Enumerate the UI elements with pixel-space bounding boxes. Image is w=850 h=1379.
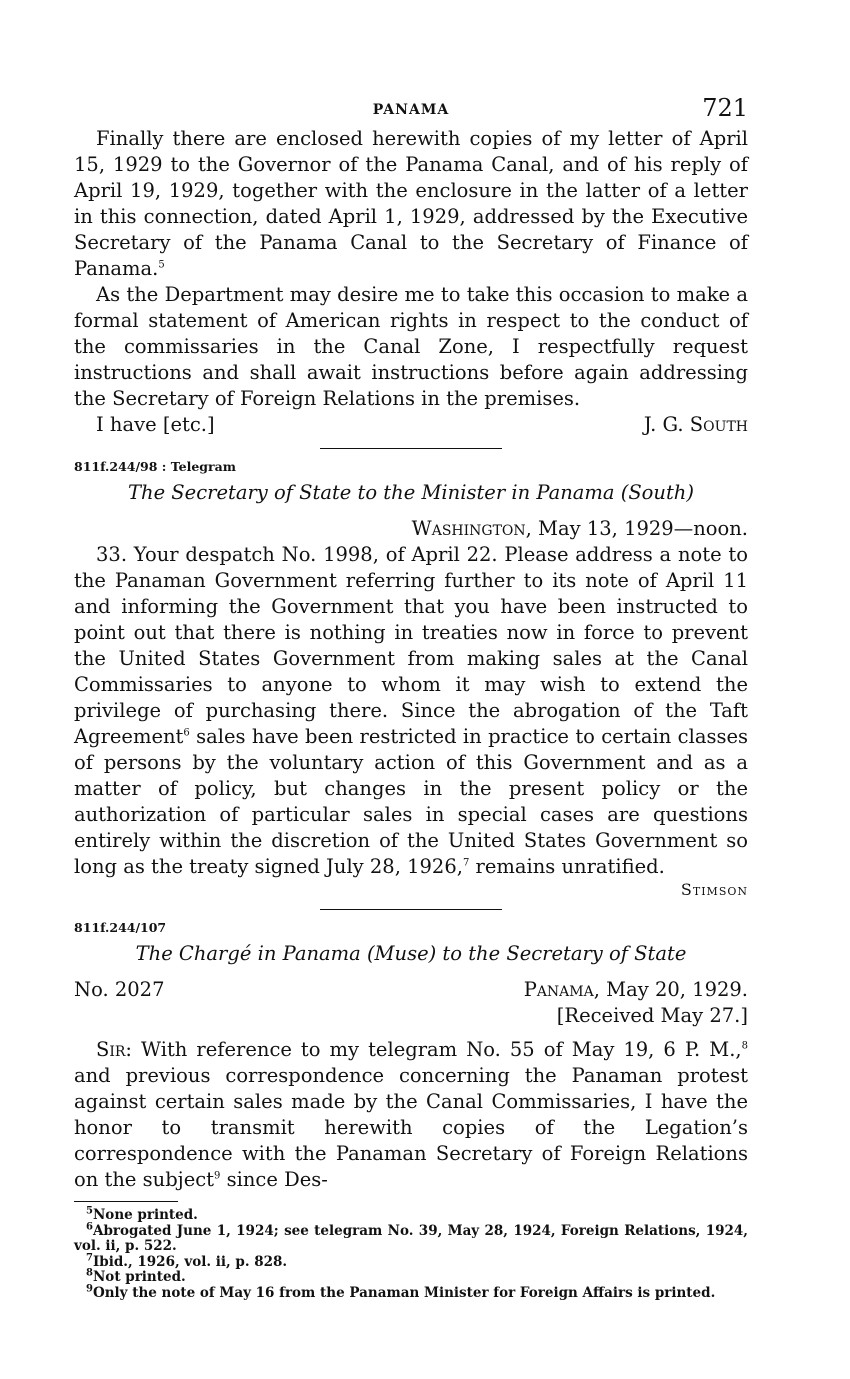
section-divider: [320, 909, 502, 910]
page-number: 721: [702, 94, 748, 122]
footnote: $^5$None printed.: [86, 1205, 198, 1223]
despatch-number-line: [74, 977, 748, 1003]
file-reference: 811f.244/107: [74, 920, 167, 935]
dateline-place: Panama,: [523, 978, 600, 1001]
paragraph: [74, 1037, 748, 1193]
paragraph: [74, 126, 748, 282]
closing-line: [74, 412, 748, 438]
paragraph: As the Department may desire me to take this occasion to make a formal statement of American rights in respect to the conduct of the commissaries in the Canal Zone, I respectfully request instructions and shall await instructions before again addressing the Secretary of Foreign Relations in the premises.: [74, 283, 748, 410]
despatch-body: [74, 1037, 748, 1193]
document-page: [74, 94, 748, 1301]
paragraph-text: Finally there are enclosed herewith copies of my letter of April 15, 1929 to the Governor of the Panama Canal, and of his reply of April 19, 1929, together with the enclosure in the latter of a letter in this connection, dated April 1, 1929, addressed by the Executive Secretary of the Panama Canal to the Secretary of Finance of Panama.: [74, 127, 748, 280]
received-line: [Received May 27.]: [556, 1004, 748, 1027]
footnote: $^9$Only the note of May 16 from the Panaman Minister for Foreign Affairs is printed.: [86, 1283, 716, 1301]
footnote-ref: 9: [214, 1170, 221, 1182]
running-head: [74, 94, 748, 126]
footnote-ref: 5: [158, 259, 165, 271]
dateline: [524, 977, 748, 1003]
paragraph-text: and previous correspondence concerning the Panaman protest against certain sales made by the Canal Commissaries, I have the honor to transmit herewith copies of the Legation’s correspondence with the Panaman Secretary of Foreign Relations on the subject: [74, 1064, 748, 1191]
paragraph-text: 33. Your despatch No. 1998, of April 22. Please address a note to the Panaman Government referring further to its note of April 11 and informing the Government that you have been instructed to point out that there is nothing in treaties now in force to prevent the United States Government from making sales at the Canal Commissaries to anyone to whom it may wish to extend the privilege of purchasing there. Since the abrogation of the Taft Agreement: [74, 543, 748, 748]
dateline-date: May 20, 1929.: [599, 978, 748, 1001]
paragraph-text: since Des-: [220, 1168, 328, 1191]
paragraph-text: remains unratified.: [469, 855, 665, 878]
paragraph-text: sales have been restricted in practice to certain classes of persons by the voluntary action of this Government and as a matter of policy, but changes in the present policy or the authorization of particular sales in special cases are questions entirely within the discretion of the United States Government so long as the treaty signed July 28, 1926,: [74, 725, 748, 878]
paragraph: [74, 542, 748, 880]
closing-phrase: I have [etc.]: [96, 413, 215, 436]
despatch-number: No. 2027: [74, 978, 165, 1001]
footnote-ref: 8: [741, 1040, 748, 1052]
dateline: [74, 516, 748, 542]
salutation: Sir:: [96, 1038, 132, 1061]
document-heading: The Chargé in Panama (Muse) to the Secretary of State: [135, 942, 687, 965]
dateline-place: Washington,: [411, 517, 532, 540]
footnote-divider: [74, 1201, 178, 1202]
footnote: $^6$Abrogated June 1, 1924; see telegram No. 39, May 28, 1924, Foreign Relations, 1924, vol. ii, p. 522.: [74, 1221, 748, 1254]
document-heading: The Secretary of State to the Minister in Panama (South): [128, 481, 694, 504]
footnotes: [74, 1205, 748, 1301]
footnote: $^7$Ibid., 1926, vol. ii, p. 828.: [86, 1252, 288, 1270]
paragraph-text: With reference to my telegram No. 55 of May 19, 6 P. M.,: [132, 1038, 742, 1061]
telegram-body: [74, 542, 748, 880]
section-divider: [320, 448, 502, 449]
footnote: $^8$Not printed.: [86, 1267, 186, 1285]
footnote-ref: 7: [462, 857, 470, 869]
letter-continuation: [74, 126, 748, 412]
signature: Stimson: [680, 880, 748, 899]
dateline-date: May 13, 1929—noon.: [531, 517, 748, 540]
footnote-ref: 6: [183, 727, 190, 739]
running-head-title: PANAMA: [372, 102, 450, 118]
signature: J. G. South: [643, 413, 748, 436]
file-reference: 811f.244/98 : Telegram: [74, 459, 236, 474]
